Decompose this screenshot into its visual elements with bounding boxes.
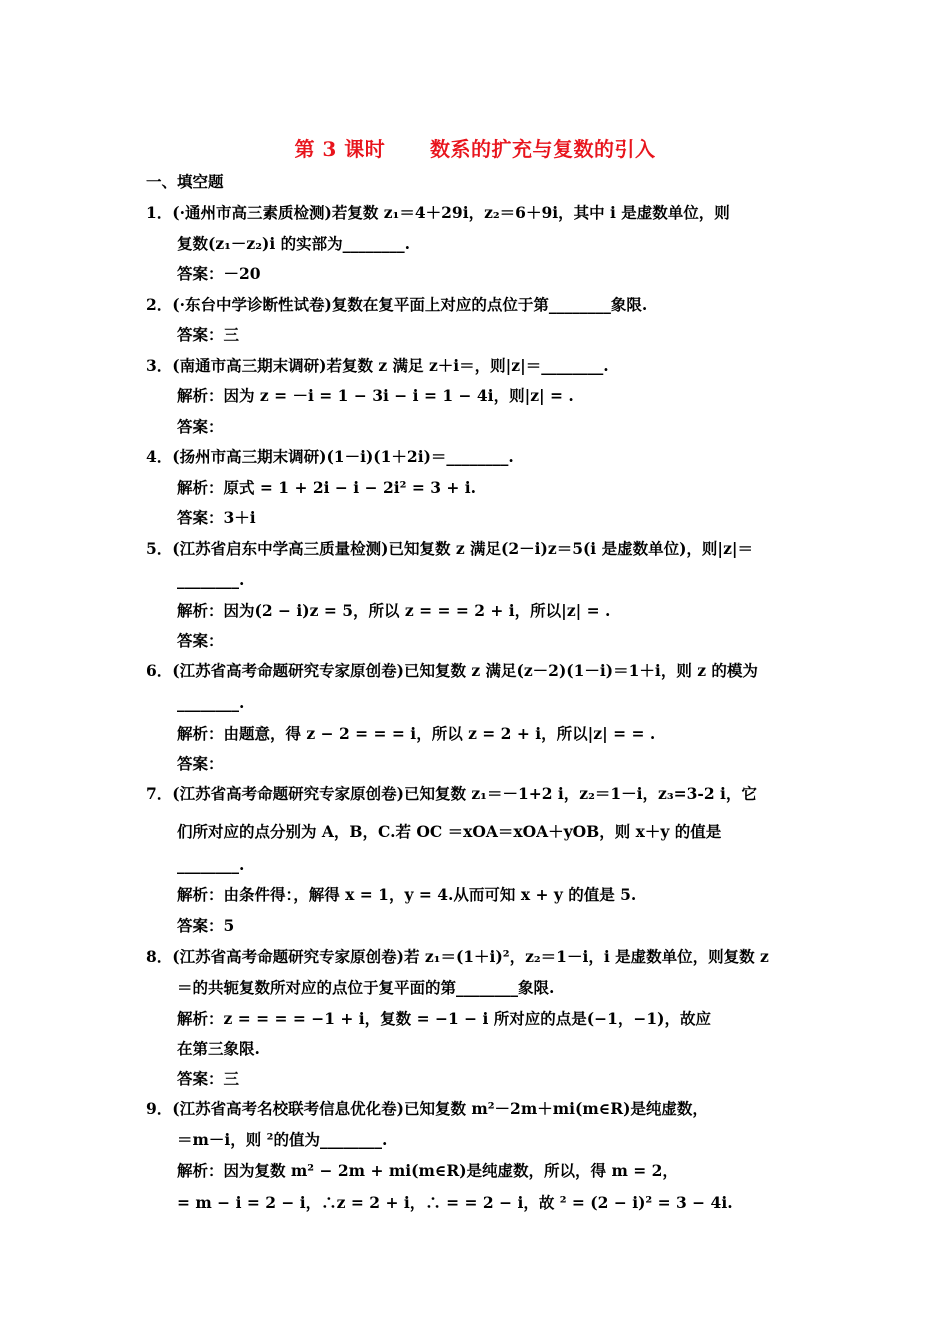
answer-line: 们所对应的点分别为 A，B，C.若 OC ＝xOA＝xOA＋yOB，则 x＋y 的值是 [177,822,722,841]
answer-line: ________. [177,570,245,589]
page-title: 第 3 课时 数系的扩充与复数的引入 [294,137,656,161]
answer-line: 答案：－20 [177,264,261,283]
answer-line: 解析：因为(2 − i)z = 5，所以 z = = = 2 + i，所以|z| = . [177,601,611,620]
question-line: 1．(·通州市高三素质检测)若复数 z₁＝4＋29i，z₂＝6＋9i，其中 i 是虚数单位，则 [146,203,730,222]
answer-line: ＝m－i，则 ²的值为________. [177,1130,388,1149]
answer-line: ________. [177,693,245,712]
answer-line: 解析：由题意，得 z − 2 = = = i，所以 z = 2 + i，所以|z| = = . [177,724,656,743]
answer-line: ＝的共轭复数所对应的点位于复平面的第________象限. [177,978,555,997]
answer-line: 复数(z₁－z₂)i 的实部为________. [177,234,411,253]
question-line: 6．(江苏省高考命题研究专家原创卷)已知复数 z 满足(z－2)(1－i)＝1＋i，则 z 的模为 [146,661,758,680]
question-line: 9．(江苏省高考名校联考信息优化卷)已知复数 m²－2m＋mi(m∈R)是纯虚数， [146,1099,708,1118]
answer-line: 解析：因为复数 m² − 2m + mi(m∈R)是纯虚数，所以，得 m = 2， [177,1161,678,1180]
question-line: 4．(扬州市高三期末调研)(1－i)(1＋2i)＝________. [146,447,514,466]
answer-line: 答案： [177,754,224,773]
question-line: 3．(南通市高三期末调研)若复数 z 满足 z＋i＝，则|z|＝________. [146,356,609,375]
answer-line: 答案：三 [177,1069,240,1088]
answer-line: 解析：z = = = = −1 + i，复数 = −1 − i 所对应的点是(−1，−1)，故应 [177,1009,712,1028]
answer-line: 解析：原式 = 1 + 2i − i − 2i² = 3 + i. [177,478,477,497]
answer-line: = m − i = 2 − i，∴z = 2 + i，∴ = = 2 − i，故 ² = (2 − i)² = 3 − 4i. [177,1193,733,1212]
answer-line: 答案： [177,631,224,650]
question-line: 2．(·东台中学诊断性试卷)复数在复平面上对应的点位于第________象限. [146,295,648,314]
answer-line: 在第三象限. [177,1039,260,1058]
section-heading: 一、填空题 [146,172,224,191]
question-line: 8．(江苏省高考命题研究专家原创卷)若 z₁＝(1＋i)²，z₂＝1－i，i 是虚数单位，则复数 z [146,947,769,966]
answer-line: 答案：三 [177,325,240,344]
question-line: 7．(江苏省高考命题研究专家原创卷)已知复数 z₁＝－1+2 i，z₂＝1－i，z₃=3-2 i，它 [146,784,757,803]
answer-line: 答案：3＋i [177,508,256,527]
answer-line: ________. [177,855,245,874]
answer-line: 解析：因为 z = －i = 1 − 3i − i = 1 − 4i，则|z| = . [177,386,574,405]
question-line: 5．(江苏省启东中学高三质量检测)已知复数 z 满足(2－i)z＝5(i 是虚数单位)，则|z|＝ [146,539,754,558]
answer-line: 答案：5 [177,916,235,935]
answer-line: 解析：由条件得：，解得 x = 1，y = 4.从而可知 x + y 的值是 5. [177,885,637,904]
answer-line: 答案： [177,417,224,436]
